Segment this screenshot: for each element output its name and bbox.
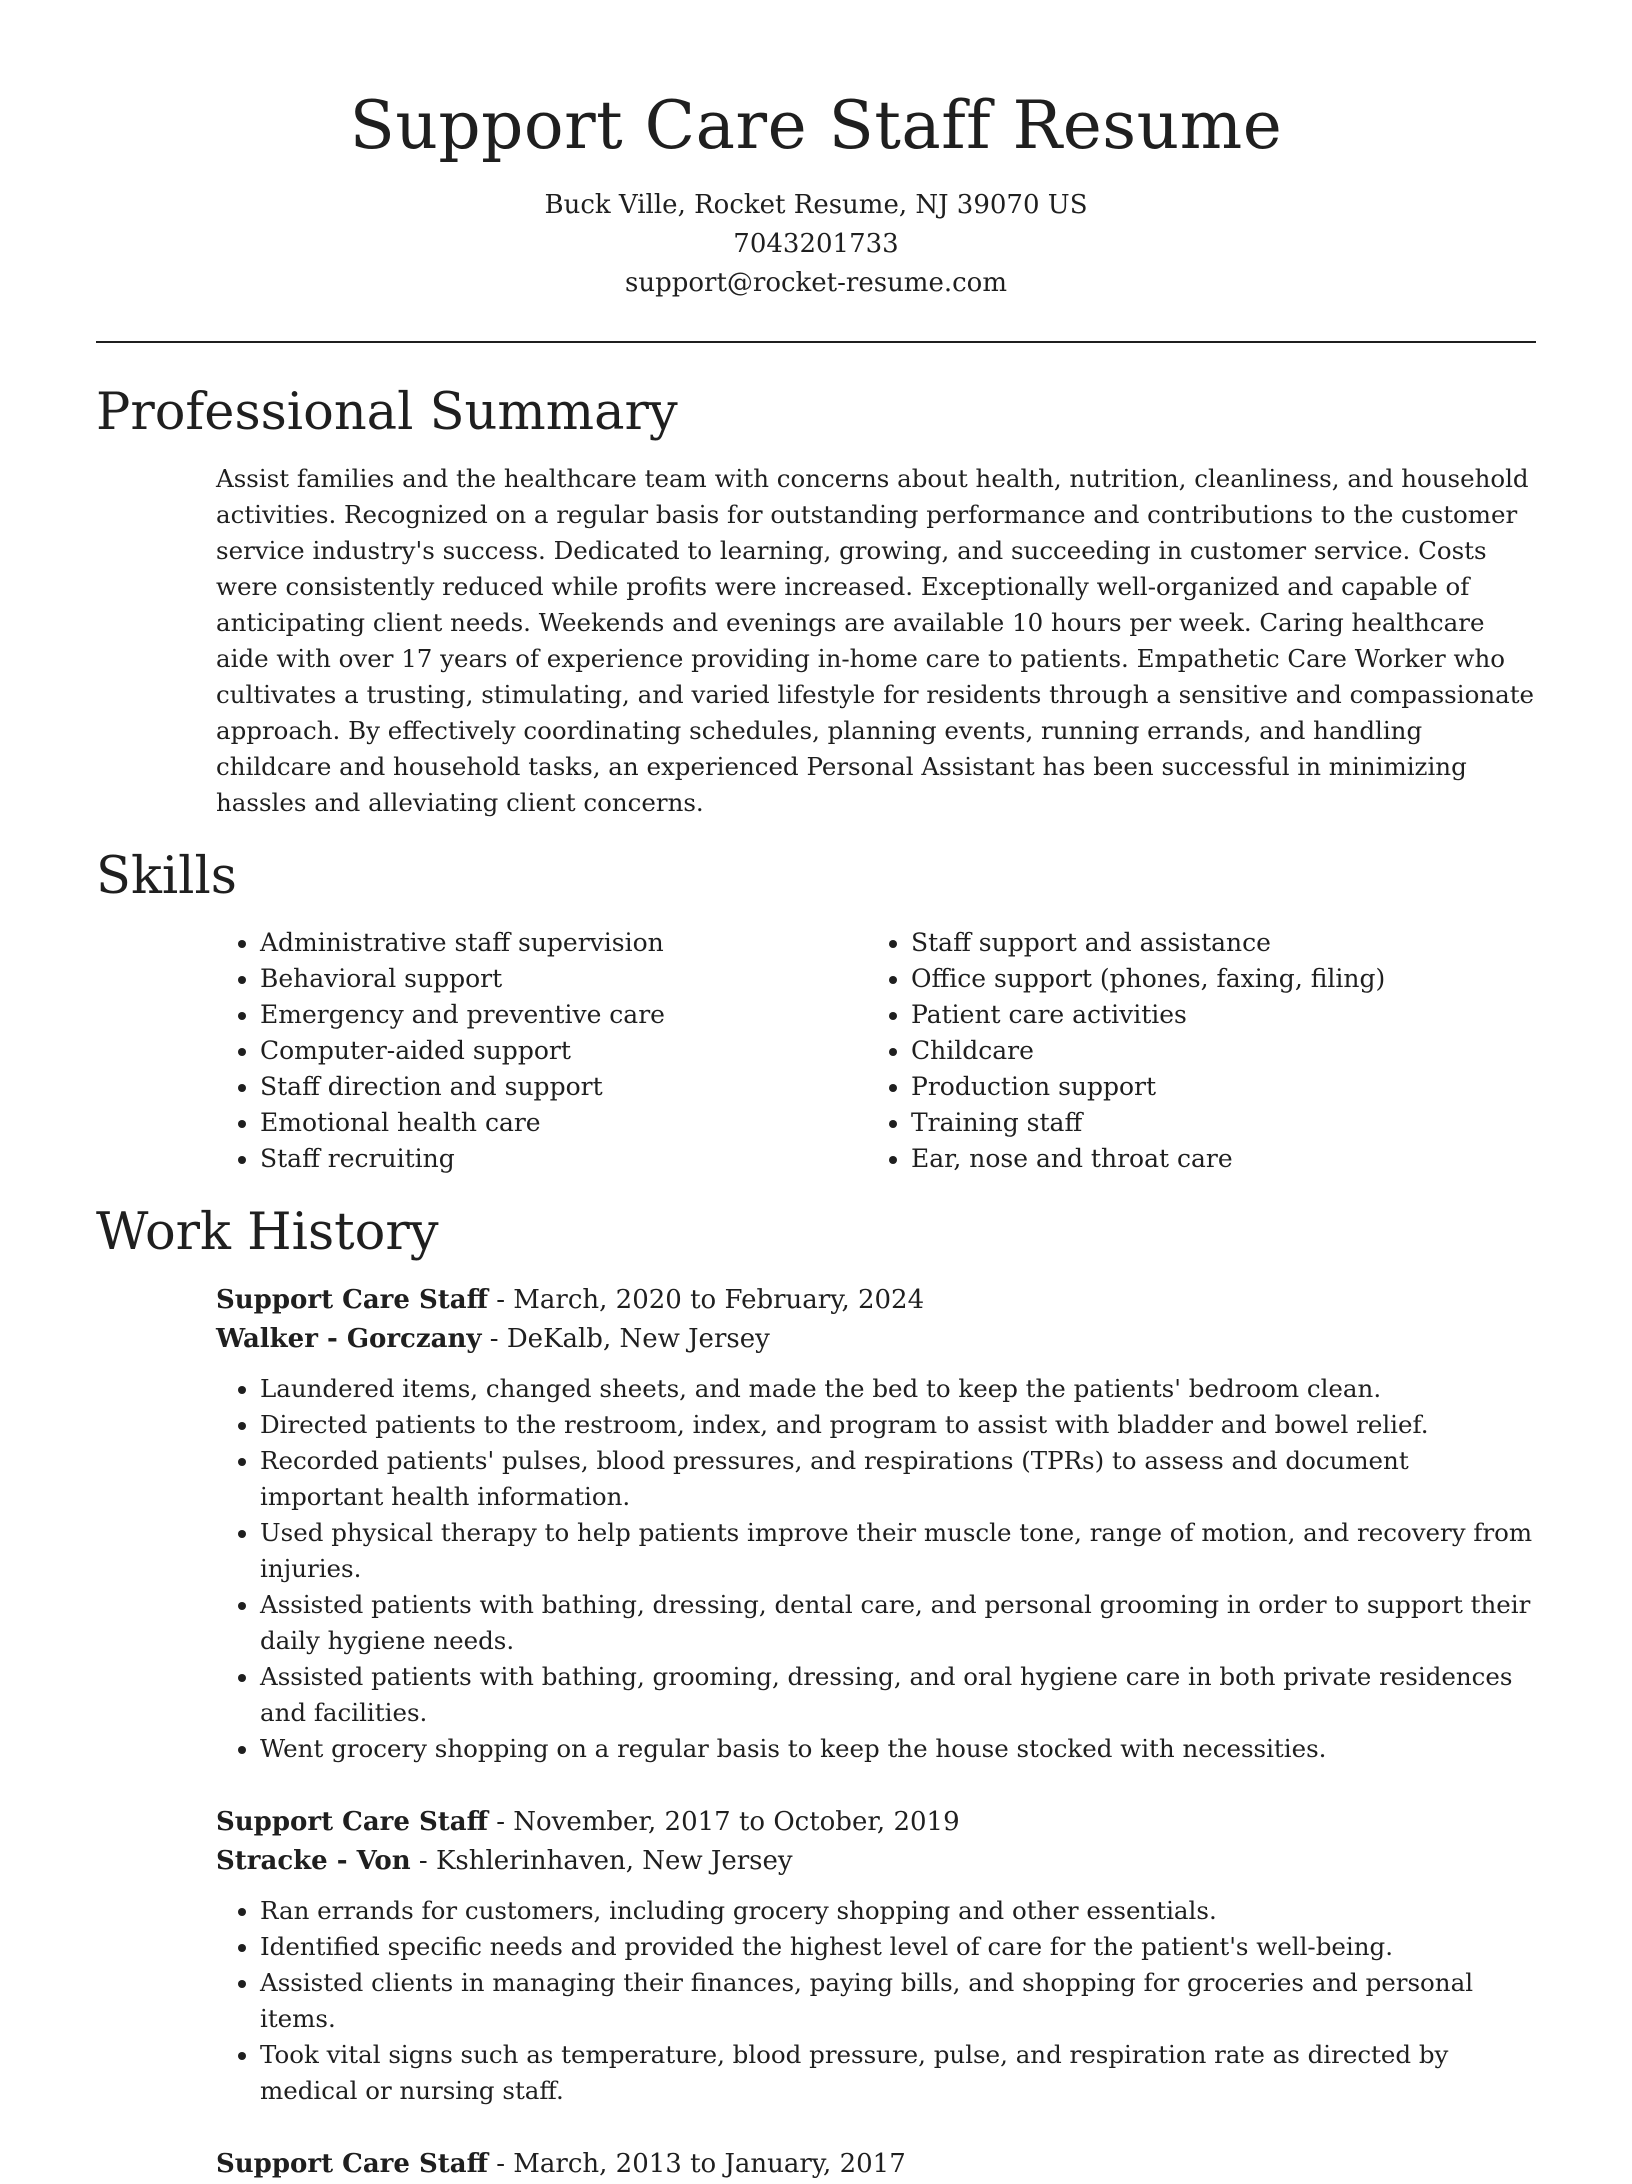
job-dates: - March, 2020 to February, 2024 (487, 1285, 925, 1315)
skill-item: • Ear, nose and throat care (911, 1141, 1518, 1177)
header-divider (96, 341, 1536, 343)
job-company: Stracke - Von (216, 1846, 411, 1876)
contact-email: support@rocket-resume.com (624, 268, 1007, 298)
job-title: Support Care Staff (216, 1285, 488, 1315)
job-duty: • Directed patients to the restroom, index, and program to assist with bladder and bowel relief. (260, 1407, 1536, 1443)
professional-summary-section (96, 383, 1536, 821)
job-title: Support Care Staff (216, 2149, 488, 2179)
skill-item: • Staff support and assistance (911, 925, 1518, 961)
job-duty: • Assisted clients in managing their finances, paying bills, and shopping for groceries and personal items. (260, 1965, 1536, 2037)
job-duty: • Ran errands for customers, including grocery shopping and other essentials. (260, 1893, 1536, 1929)
job-title: Support Care Staff (216, 1807, 488, 1837)
skills-section (96, 847, 1536, 1177)
job-duty: • Identified specific needs and provided the highest level of care for the patient's well-being. (260, 1929, 1536, 1965)
job-entry (216, 2145, 1536, 2184)
job-duty: • Recorded patients' pulses, blood pressures, and respirations (TPRs) to assess and document important health information. (260, 1443, 1536, 1515)
job-duty: • Took vital signs such as temperature, blood pressure, pulse, and respiration rate as directed by medical or nursing staff. (260, 2037, 1536, 2109)
summary-heading: Professional Summary (96, 383, 678, 442)
job-dates: - November, 2017 to October, 2019 (487, 1807, 960, 1837)
job-title-line (216, 1281, 1536, 1320)
job-duties-list (216, 1371, 1536, 1767)
work-history-heading: Work History (96, 1203, 439, 1262)
skill-item: • Emergency and preventive care (260, 997, 867, 1033)
job-company-line (216, 1320, 1536, 1359)
job-dates: - March, 2013 to January, 2017 (487, 2149, 906, 2179)
job-location: - Kshlerinhaven, New Jersey (410, 1846, 793, 1876)
job-duties-list (216, 1893, 1536, 2109)
skill-item: • Training staff (911, 1105, 1518, 1141)
skills-column-left (216, 925, 867, 1177)
skill-item: • Patient care activities (911, 997, 1518, 1033)
job-duty: • Went grocery shopping on a regular basis to keep the house stocked with necessities. (260, 1731, 1536, 1767)
job-duty: • Assisted patients with bathing, dressing, dental care, and personal grooming in order to support their daily hygiene needs. (260, 1587, 1536, 1659)
job-duty: • Assisted patients with bathing, grooming, dressing, and oral hygiene care in both private residences and facilities. (260, 1659, 1536, 1731)
job-entry (216, 1281, 1536, 1767)
resume-header (96, 84, 1536, 303)
resume-title: Support Care Staff Resume (349, 87, 1283, 164)
skills-list-left (216, 925, 867, 1177)
contact-address: Buck Ville, Rocket Resume, NJ 39070 US (544, 190, 1088, 220)
skill-item: • Production support (911, 1069, 1518, 1105)
skill-item: • Staff direction and support (260, 1069, 867, 1105)
skills-column-right (867, 925, 1518, 1177)
job-title-line (216, 1803, 1536, 1842)
skill-item: • Computer-aided support (260, 1033, 867, 1069)
skill-item: • Childcare (911, 1033, 1518, 1069)
skill-item: • Administrative staff supervision (260, 925, 867, 961)
work-history-section (96, 1203, 1536, 2184)
job-duty: • Used physical therapy to help patients improve their muscle tone, range of motion, and recovery from injuries. (260, 1515, 1536, 1587)
skills-grid (96, 925, 1536, 1177)
skill-item: • Staff recruiting (260, 1141, 867, 1177)
job-location: - DeKalb, New Jersey (481, 1324, 770, 1354)
skill-item: • Office support (phones, faxing, filing) (911, 961, 1518, 997)
skills-list-right (867, 925, 1518, 1177)
contact-phone: 7043201733 (733, 229, 899, 259)
summary-text: Assist families and the healthcare team with concerns about health, nutrition, cleanliness, and household activities. Recognized on a regular basis for outstanding performance and contributions to the customer service industry's success. Dedicated to learning, growing, and succeeding in customer service. Costs were consistently reduced while profits were increased. Exceptionally well-organized and capable of anticipating client needs. Weekends and evenings are available 10 hours per week. Caring healthcare aide with over 17 years of experience providing in-home care to patients. Empathetic Care Worker who cultivates a trusting, stimulating, and varied lifestyle for residents through a sensitive and compassionate approach. By effectively coordinating schedules, planning events, running errands, and handling childcare and household tasks, an experienced Personal Assistant has been successful in minimizing hassles and alleviating client concerns. (216, 464, 1535, 817)
skill-item: • Emotional health care (260, 1105, 867, 1141)
job-duty: • Laundered items, changed sheets, and made the bed to keep the patients' bedroom clean. (260, 1371, 1536, 1407)
job-entry (216, 1803, 1536, 2109)
skills-heading: Skills (96, 847, 237, 906)
job-company: Walker - Gorczany (216, 1324, 482, 1354)
skill-item: • Behavioral support (260, 961, 867, 997)
job-title-line (216, 2145, 1536, 2184)
job-company-line (216, 1842, 1536, 1881)
